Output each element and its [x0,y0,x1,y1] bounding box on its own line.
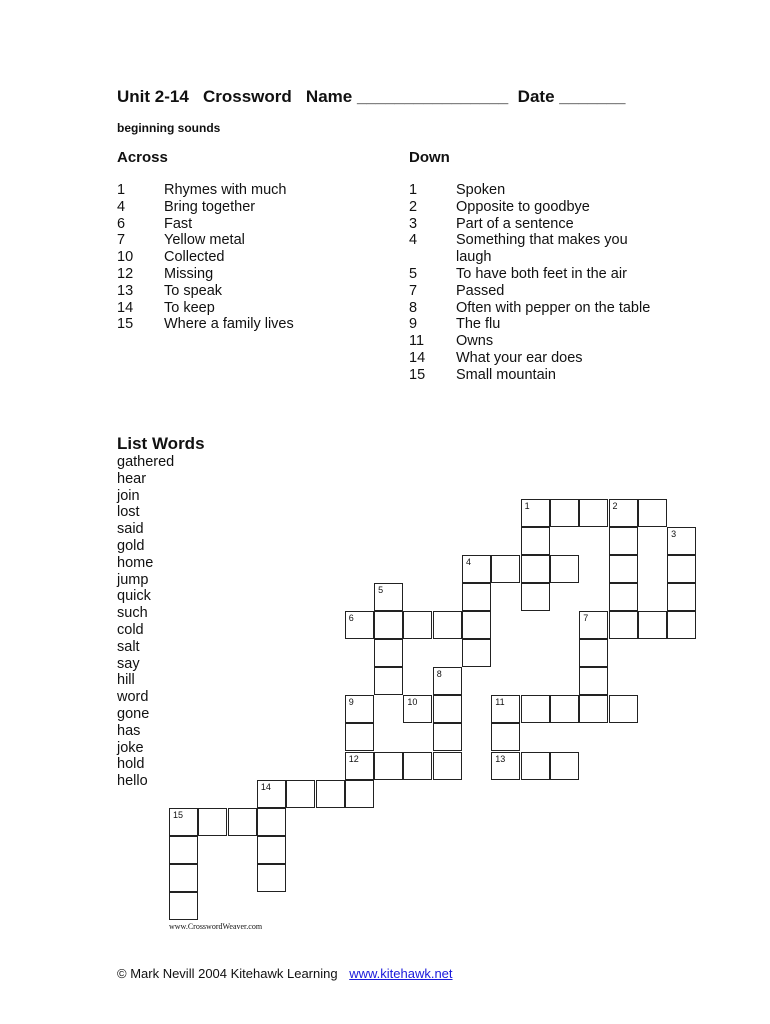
crossword-cell[interactable] [433,695,462,723]
crossword-cell[interactable] [521,752,550,780]
crossword-cell[interactable] [609,555,638,583]
list-word: cold [117,621,144,638]
crossword-cell[interactable] [169,808,198,836]
crossword-cell[interactable] [521,499,550,527]
crossword-cell[interactable] [257,780,286,808]
crossword-cell[interactable] [667,527,696,555]
crossword-cell[interactable] [316,780,345,808]
crossword-cell[interactable] [462,611,491,639]
clue-text: Yellow metal [164,232,245,249]
crossword-cell[interactable] [345,780,374,808]
crossword-cell[interactable] [609,695,638,723]
crossword-cell[interactable] [286,780,315,808]
clue-number: 1 [409,182,418,198]
crossword-cell[interactable] [667,611,696,639]
clue-text: What your ear does [456,349,583,366]
crossword-cell[interactable] [462,555,491,583]
crossword-cell[interactable] [374,611,403,639]
crossword-cell[interactable] [609,499,638,527]
crossword-cell[interactable] [374,639,403,667]
clue-text: Part of a sentence [456,215,574,232]
crossword-cell[interactable] [433,667,462,695]
list-word: hill [117,672,135,689]
list-word: hello [117,773,148,790]
clue-number-label: 13 [495,753,506,764]
clue-number-label: 14 [260,781,271,792]
clue-text: The flu [456,316,501,333]
list-word: join [117,487,140,504]
crossword-cell[interactable] [403,752,432,780]
clue-text: Owns [456,333,494,350]
crossword-cell[interactable] [579,611,608,639]
clue-text: To speak [164,282,223,299]
clue-number: 11 [409,333,425,350]
across-heading: Across [117,149,168,166]
list-word: hear [117,470,147,487]
list-word: gone [117,705,150,722]
list-word: has [117,722,141,739]
list-word: hold [117,756,145,773]
clue-number: 10 [117,249,134,266]
clue-number: 8 [409,299,418,316]
list-word: quick [117,588,151,605]
crossword-cell[interactable] [550,555,579,583]
clue-text: Rhymes with much [164,182,287,198]
crossword-cell[interactable] [228,808,257,836]
crossword-cell[interactable] [491,695,520,723]
crossword-cell[interactable] [638,499,667,527]
clue-number: 15 [409,366,426,383]
worksheet-subtitle: beginning sounds [117,121,221,135]
clue-number: 15 [117,316,134,333]
clue-number: 7 [117,232,126,249]
clue-number: 7 [409,282,418,299]
crossword-cell[interactable] [374,667,403,695]
crossword-cell[interactable] [433,723,462,751]
clue-number-label: 7 [583,613,589,623]
clue-number-label: 2 [612,500,618,511]
clue-text: Passed [456,282,505,299]
clue-number: 4 [117,198,126,215]
crossword-cell[interactable] [257,864,286,892]
crossword-cell[interactable] [579,499,608,527]
clue-number: 9 [409,316,418,333]
clue-text: Opposite to goodbye [456,198,590,215]
clue-number-label: 11 [495,697,505,708]
clue-text: Small mountain [456,366,556,383]
crossword-cell[interactable] [345,723,374,751]
crossword-cell[interactable] [433,611,462,639]
clue-number-label: 5 [378,584,384,595]
crossword-cell[interactable] [609,583,638,611]
crossword-cell[interactable] [521,583,550,611]
crossword-cell[interactable] [257,808,286,836]
list-word: jump [117,571,149,588]
crossword-cell[interactable] [579,639,608,667]
crossword-cell[interactable] [169,864,198,892]
crossword-cell[interactable] [579,667,608,695]
clue-number-label: 8 [436,669,442,680]
clue-number: 3 [409,215,418,232]
clue-text: Where a family lives [164,316,294,333]
clue-number-label: 9 [348,697,354,708]
worksheet-title: Unit 2-14 Crossword Name ________________ Date _______ [117,87,626,106]
crossword-cell[interactable] [521,695,550,723]
down-heading: Down [409,149,450,166]
list-word: joke [117,739,144,756]
clue-text: Bring together [164,198,256,215]
clue-number: 13 [117,282,134,299]
crossword-cell[interactable] [345,695,374,723]
clue-number: 6 [117,215,126,232]
crossword-cell[interactable] [521,527,550,555]
crossword-cell[interactable] [491,752,520,780]
clue-number: 1 [117,182,126,198]
clue-number-label: 4 [466,556,472,567]
crossword-cell[interactable] [550,695,579,723]
clue-text: To have both feet in the air [456,265,627,282]
crossword-cell[interactable] [550,499,579,527]
kitehawk-link[interactable]: www.kitehawk.net [349,966,453,981]
list-word: lost [117,504,140,521]
footer [117,966,453,981]
clue-number: 12 [117,265,134,282]
crossword-cell[interactable] [257,836,286,864]
clue-number-label: 1 [524,500,530,511]
crossword-cell[interactable] [462,583,491,611]
copyright-text: © Mark Nevill 2004 Kitehawk Learning [117,966,338,981]
crossword-cell[interactable] [491,723,520,751]
crossword-cell[interactable] [198,808,227,836]
clue-text: Collected [164,249,225,266]
list-word: say [117,655,140,672]
crossword-cell[interactable] [609,527,638,555]
clue-text: Spoken [456,182,506,198]
crossword-cell[interactable] [345,752,374,780]
clue-text: Often with pepper on the table [456,299,651,316]
crossword-cell[interactable] [403,695,432,723]
crossword-cell[interactable] [521,555,550,583]
list-word: word [117,689,149,706]
crossword-cell[interactable] [550,752,579,780]
clue-number-label: 3 [671,528,677,539]
clue-number: 4 [409,232,418,249]
crossword-cell[interactable] [433,752,462,780]
list-words-heading: List Words [117,434,205,453]
crossword-cell[interactable] [462,639,491,667]
crossword-cell[interactable] [403,611,432,639]
list-word: such [117,605,148,622]
crossword-cell[interactable] [667,583,696,611]
list-word: home [117,554,154,571]
clue-text: Missing [164,265,214,282]
clue-text: Fast [164,215,193,232]
clue-text: To keep [164,299,215,316]
crossword-cell[interactable] [609,611,638,639]
clue-number: 14 [117,299,134,316]
list-word: gathered [117,454,175,470]
crossword-cell[interactable] [667,555,696,583]
crossword-cell[interactable] [638,611,667,639]
crossword-weaver-credit: www.CrosswordWeaver.com [169,922,263,931]
list-word: said [117,521,144,538]
clue-number-label: 6 [348,613,354,623]
crossword-cell[interactable] [169,892,198,920]
crossword-cell[interactable] [374,583,403,611]
clue-number: 5 [409,265,418,282]
crossword-cell[interactable] [169,836,198,864]
clue-number: 14 [409,349,426,366]
clue-number-label: 10 [407,697,418,708]
crossword-cell[interactable] [491,555,520,583]
clue-text: Something that makes you laugh [456,232,628,266]
crossword-cell[interactable] [345,611,374,639]
clue-number: 2 [409,198,418,215]
list-word: salt [117,638,140,655]
clue-number-label: 15 [173,809,184,820]
clue-number-label: 12 [348,753,359,764]
list-word: gold [117,537,145,554]
crossword-cell[interactable] [579,695,608,723]
crossword-cell[interactable] [374,752,403,780]
